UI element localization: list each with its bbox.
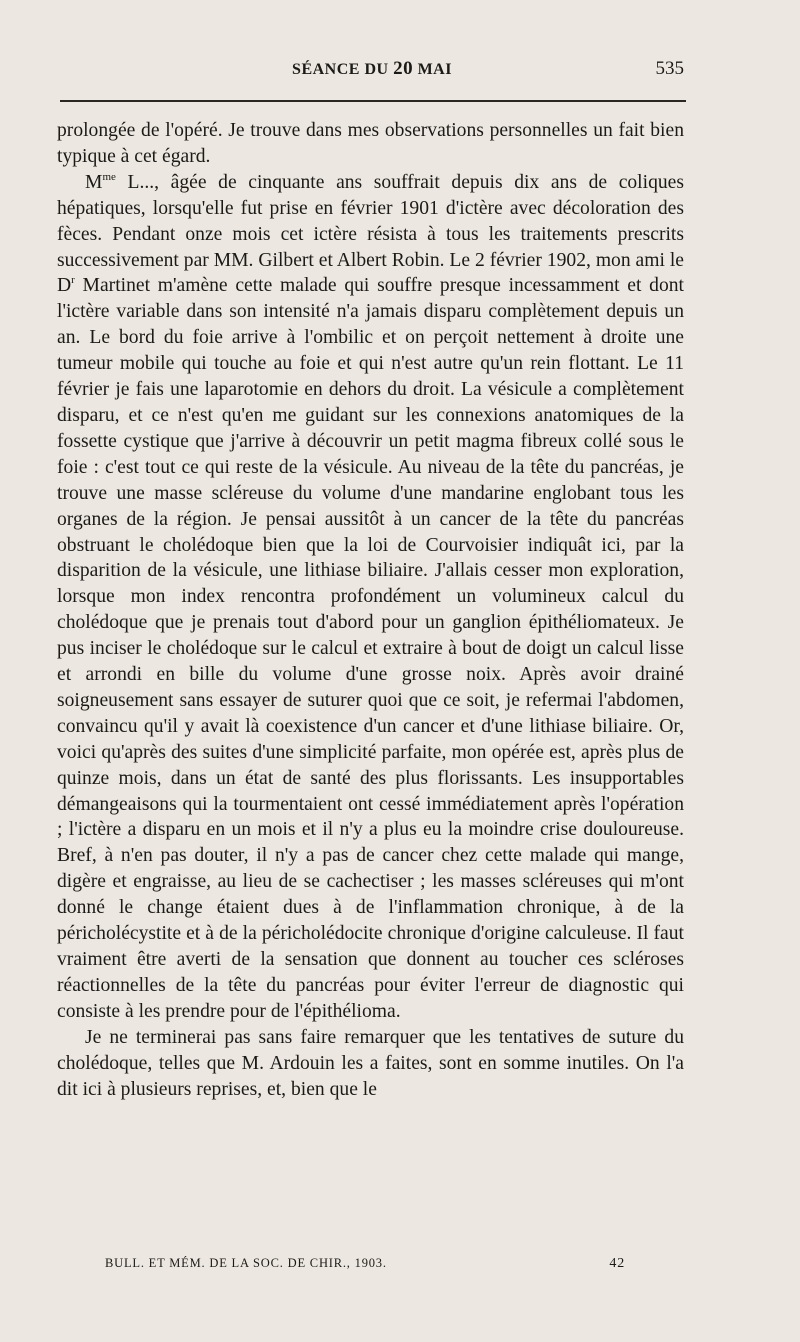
sheet-number: 42 <box>609 1256 625 1271</box>
honorific-superscript-me: me <box>102 170 116 183</box>
doctor-superscript-r: r <box>71 274 75 287</box>
running-title-part-b: MAI <box>413 61 452 78</box>
paragraph-2 <box>57 170 684 1025</box>
running-title-day: 20 <box>393 58 414 79</box>
journal-citation: BULL. ET MÉM. DE LA SOC. DE CHIR., 1903. <box>105 1256 387 1270</box>
paragraph-2-part-b: Martinet m'amène cette malade qui souffre presque incessamment et dont l'ictère variable dans son intensité n'a jamais disparu complètement depuis un an. Le bord du foie arrive à l'ombilic et on perçoit nettement à droite une tumeur mobile qui touche au foie et qui n'est autre qu'un rein flottant. Le 11 février je fais une laparotomie en dehors du droit. La vésicule a complètement disparu, et ce n'est qu'en me guidant sur les connexions anatomiques de la fossette cystique que j'arrive à découvrir un petit magma fibreux collé sous le foie : c'est tout ce qui reste de la vésicule. Au niveau de la tête du pancréas, je trouve une masse scléreuse du volume d'une mandarine englobant tous les organes de la région. Je pensai aussitôt à un cancer de la tête du pancréas obstruant le cholédoque bien que la loi de Courvoisier indiquât ici, par la disparition de la vésicule, une lithiase biliaire. J'allais cesser mon exploration, lorsque mon index rencontra profondément un volumineux calcul du cholédoque que je prenais tout d'abord pour un ganglion épithéliomateux. Je pus inciser le cholédoque sur le calcul et extraire à bout de doigt un calcul lisse et arrondi en bille du volume d'une grosse noix. Après avoir drainé soigneusement sans essayer de suturer quoi que ce soit, je refermai l'abdomen, convaincu qu'il y avait là coexistence d'un cancer et d'une lithiase biliaire. Or, voici qu'après des suites d'une simplicité parfaite, mon opérée est, après plus de quinze mois, dans un état de santé des plus florissants. Les insupportables démangeaisons qui la tourmentaient ont cessé immédiatement après l'opération ; l'ictère a disparu en un mois et il n'y a plus eu la moindre crise douloureuse. Bref, à n'en pas douter, il n'y a pas de cancer chez cette malade qui mange, digère et engraisse, au lieu de se cachectiser ; les masses scléreuses qui m'ont donné le change étaient dues à de l'inflammation chronique, à de la péricholécystite et à de la péricholédocite chronique d'origine calculeuse. Il faut vraiment être averti de la sensation que donnent au toucher ces scléroses réactionnelles de la tête du pancréas pour éviter l'erreur de diagnostic qui consiste à les prendre pour de l'épithélioma. <box>57 275 684 1022</box>
body-text <box>57 118 684 1102</box>
running-title-part-a: SÉANCE DU <box>292 61 394 78</box>
paragraph-2-part-a: L..., âgée de cinquante ans souffrait depuis dix ans de coliques hépatiques, lorsqu'elle fut prise en février 1901 d'ictère avec décoloration des fèces. Pendant onze mois cet ictère résista à tous les traitements prescrits successivement par MM. Gilbert et Albert Robin. Le 2 février 1902, mon ami le D <box>57 171 684 297</box>
page-number: 535 <box>655 58 684 79</box>
page-header <box>60 58 684 86</box>
honorific-m: M <box>85 171 103 193</box>
paragraph-3: Je ne terminerai pas sans faire remarquer que les tentatives de suture du cholédoque, telles que M. Ardouin les a faites, sont en somme inutiles. On l'a dit ici à plusieurs reprises, et, bien que le <box>57 1026 684 1100</box>
running-title <box>60 58 684 80</box>
header-rule <box>60 100 686 102</box>
page-footer <box>105 1256 625 1278</box>
paragraph-1: prolongée de l'opéré. Je trouve dans mes observations personnelles un fait bien typique à cet égard. <box>57 120 684 167</box>
